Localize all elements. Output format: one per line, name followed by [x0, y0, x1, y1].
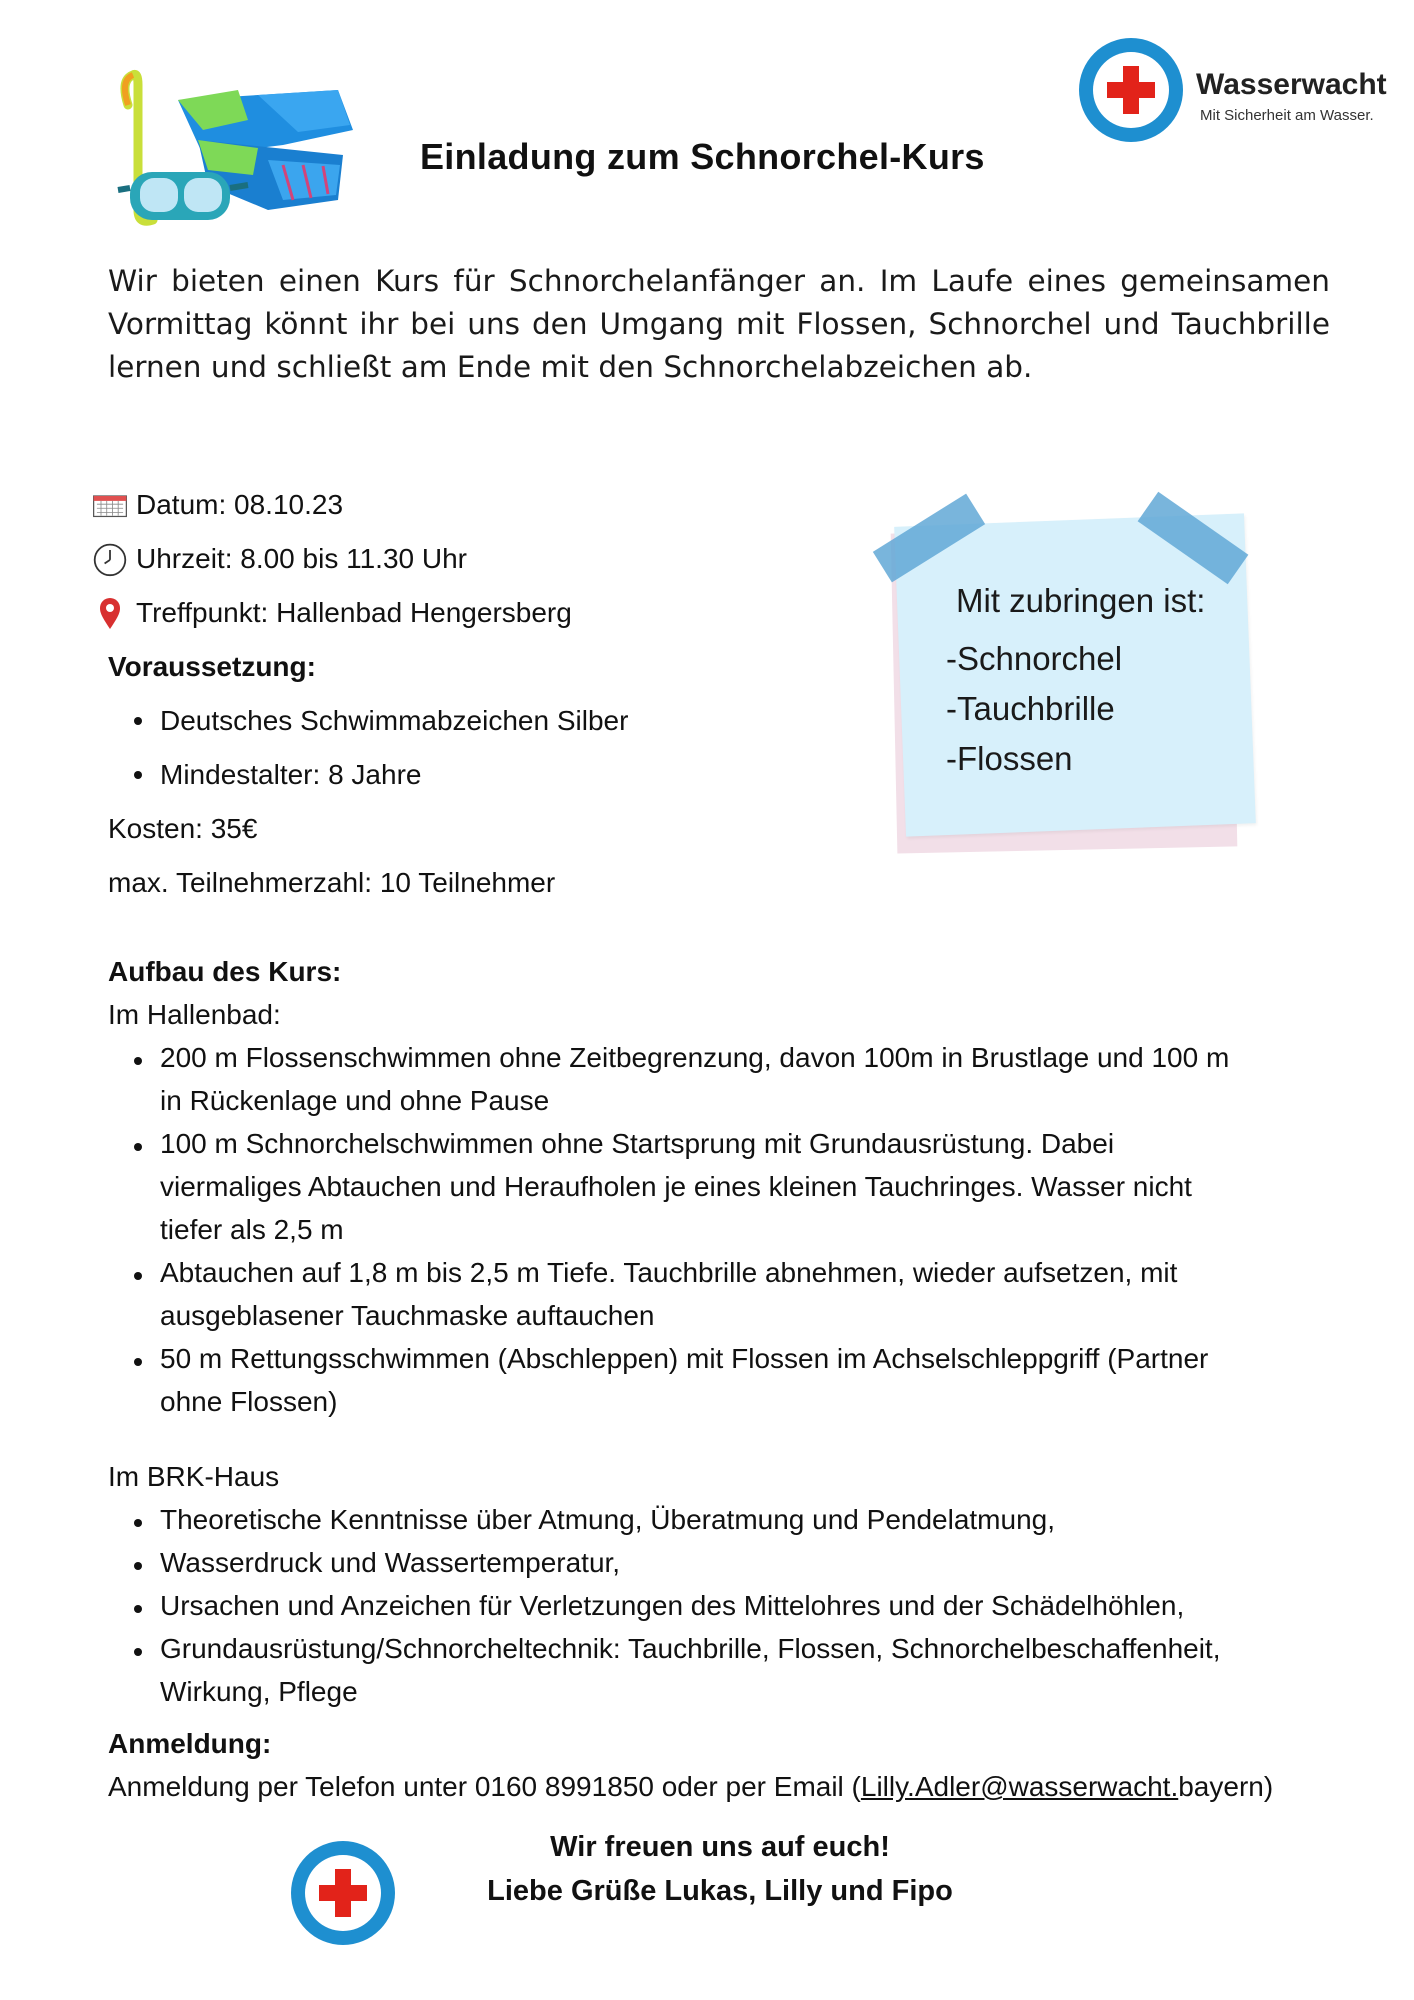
registration-section	[108, 1722, 1328, 1808]
note-title: Mit zubringen ist:	[956, 582, 1206, 619]
meeting-point-text: Treffpunkt: Hallenbad Hengersberg	[136, 597, 572, 628]
note-item: -Tauchbrille	[946, 690, 1115, 727]
list-item: Wasserdruck und Wassertemperatur,	[108, 1541, 1328, 1584]
requirements-heading: Voraussetzung:	[108, 651, 316, 682]
course-structure-section	[108, 950, 1328, 1713]
page-title: Einladung zum Schnorchel-Kurs	[420, 136, 985, 177]
brk-badge-icon	[1076, 35, 1186, 145]
course-details	[108, 478, 908, 910]
list-item: 50 m Rettungsschwimmen (Abschleppen) mit Flossen im Achselschleppgriff (Partner ohne Flossen)	[108, 1337, 1258, 1423]
sticky-note	[880, 500, 1280, 880]
note-item: -Flossen	[946, 740, 1073, 777]
list-item: 100 m Schnorchelschwimmen ohne Startsprung mit Grundausrüstung. Dabei viermaliges Abtauchen und Heraufholen je eines kleinen Tauchringes. Wasser nicht tiefer als 2,5 m	[108, 1122, 1258, 1251]
email-link[interactable]: Lilly.Adler@wasserwacht.	[860, 1771, 1179, 1802]
time-text: Uhrzeit: 8.00 bis 11.30 Uhr	[136, 543, 467, 574]
list-item: Ursachen und Anzeichen für Verletzungen des Mittelohres und der Schädelhöhlen,	[108, 1584, 1328, 1627]
location-pin-icon	[92, 595, 128, 631]
brk-house-label: Im BRK-Haus	[108, 1461, 280, 1492]
registration-heading: Anmeldung:	[108, 1728, 272, 1759]
closing-message	[440, 1825, 1000, 1913]
intro-paragraph: Wir bieten einen Kurs für Schnorchelanfänger an. Im Laufe eines gemeinsamen Vormittag könnt ihr bei uns den Umgang mit Flossen, Schnorchel und Tauchbrille lernen und schließt am Ende mit den Schnorchelabzeichen ab.	[108, 264, 1330, 384]
date-text: Datum: 08.10.23	[136, 489, 344, 520]
closing-line-1: Wir freuen uns auf euch!	[550, 1831, 890, 1863]
brk-badge-footer-icon	[288, 1838, 398, 1948]
list-item: Abtauchen auf 1,8 m bis 2,5 m Tiefe. Tauchbrille abnehmen, wieder aufsetzen, mit ausgeblasener Tauchmaske auftauchen	[108, 1251, 1258, 1337]
clock-icon	[92, 541, 128, 577]
time-line	[108, 532, 908, 586]
meeting-point-line	[108, 586, 908, 640]
logo-name: Wasserwacht	[1196, 68, 1387, 101]
list-item: Theoretische Kenntnisse über Atmung, Überatmung und Pendelatmung,	[108, 1498, 1328, 1541]
closing-line-2: Liebe Grüße Lukas, Lilly und Fipo	[487, 1875, 953, 1907]
cost-text: Kosten: 35€	[108, 813, 258, 844]
wasserwacht-logo	[1076, 35, 1396, 145]
registration-text	[108, 1765, 1328, 1808]
pool-label: Im Hallenbad:	[108, 999, 281, 1030]
max-participants-text: max. Teilnehmerzahl: 10 Teilnehmer	[108, 867, 556, 898]
requirements-list	[108, 694, 908, 802]
registration-text-after: bayern)	[1178, 1771, 1274, 1802]
brk-house-list	[108, 1498, 1328, 1713]
list-item: Mindestalter: 8 Jahre	[108, 748, 908, 802]
logo-tagline: Mit Sicherheit am Wasser.	[1200, 107, 1374, 124]
pool-list	[108, 1036, 1258, 1423]
course-structure-heading: Aufbau des Kurs:	[108, 956, 342, 987]
note-item: -Schnorchel	[946, 640, 1123, 677]
snorkel-fins-illustration	[108, 60, 358, 230]
list-item: 200 m Flossenschwimmen ohne Zeitbegrenzung, davon 100m in Brustlage und 100 m in Rückenlage und ohne Pause	[108, 1036, 1258, 1122]
date-line	[108, 478, 908, 532]
list-item: Deutsches Schwimmabzeichen Silber	[108, 694, 908, 748]
list-item: Grundausrüstung/Schnorcheltechnik: Tauchbrille, Flossen, Schnorchelbeschaffenheit, Wirkung, Pflege	[108, 1627, 1328, 1713]
calendar-icon	[92, 487, 128, 523]
registration-text-before: Anmeldung per Telefon unter 0160 8991850 oder per Email (	[108, 1771, 861, 1802]
